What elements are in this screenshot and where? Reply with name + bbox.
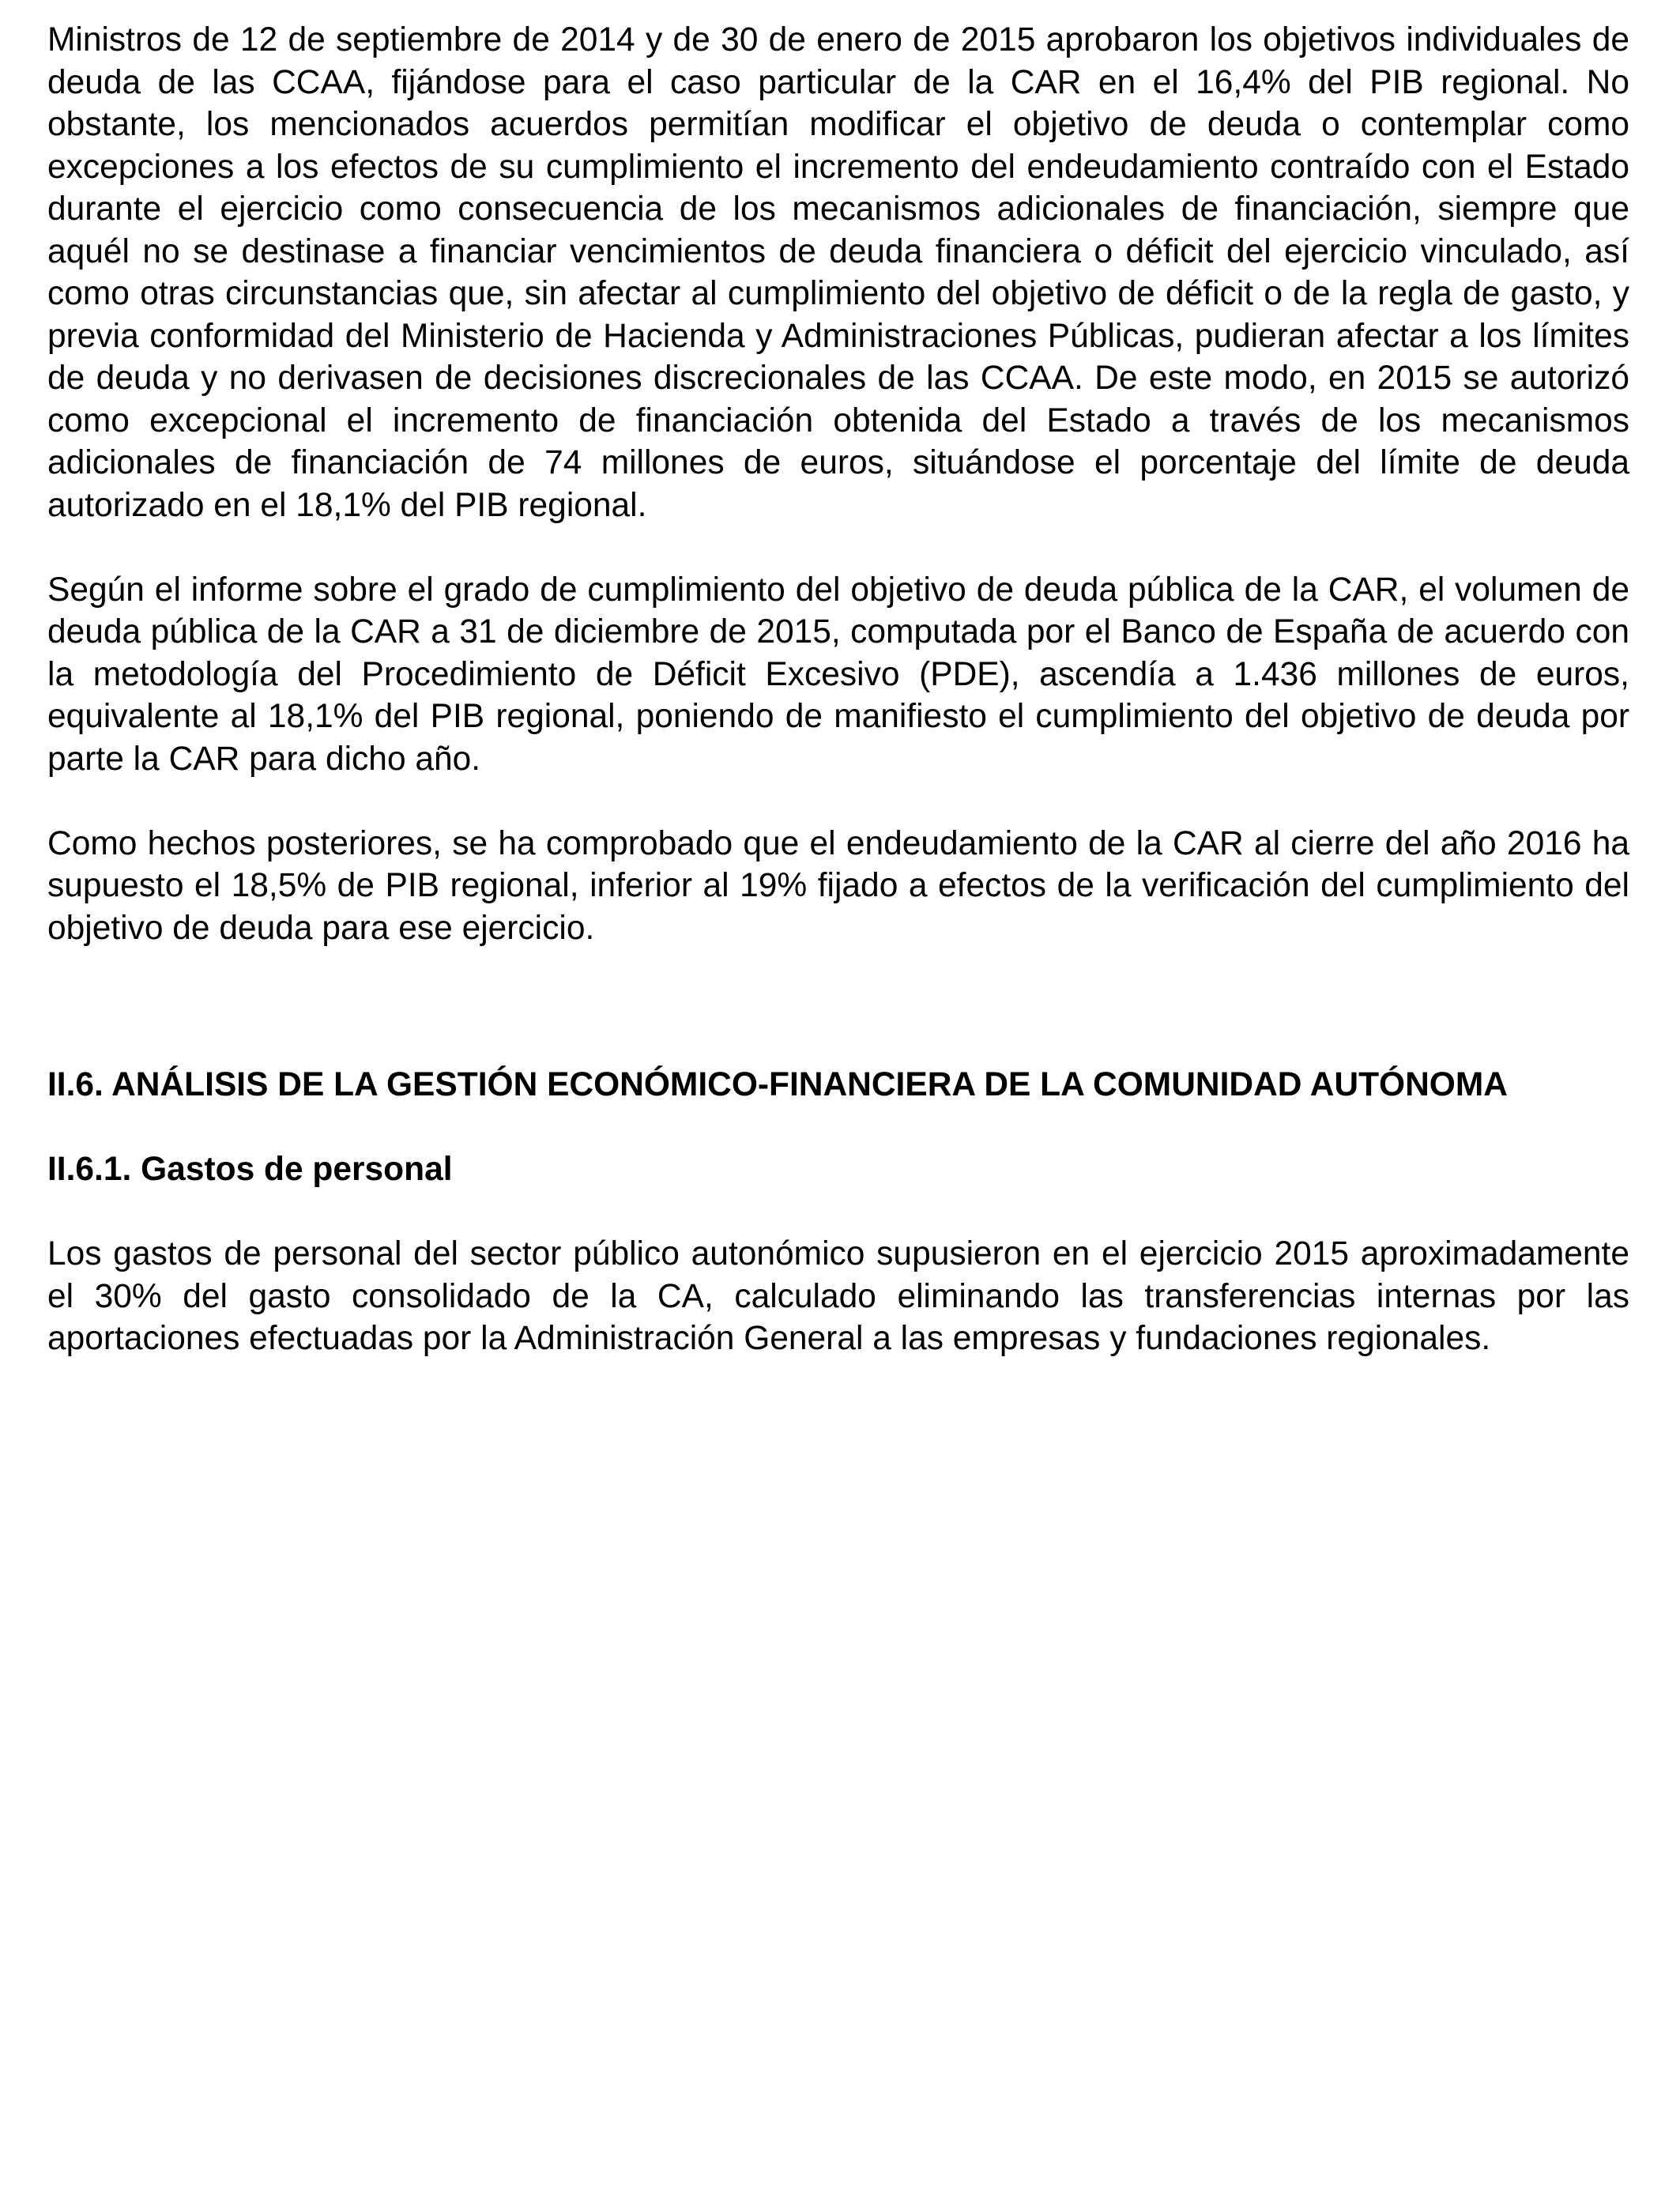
paragraph-subsequent-events: Como hechos posteriores, se ha comprobado que el endeudamiento de la CAR al cierre del año 2016 ha supuesto el 18,5% de PIB regional, inferior al 19% fijado a efectos de la verificación del cumplimiento del objetivo de deuda para ese ejercicio. [47, 824, 1629, 947]
subsection-heading: II.6.1. Gastos de personal [47, 1151, 453, 1188]
paragraph-spacer [47, 526, 1629, 569]
paragraph-spacer [47, 780, 1629, 823]
heading-spacer [47, 1106, 1629, 1149]
document-page [47, 19, 1629, 1360]
paragraph-debt-objectives: Ministros de 12 de septiembre de 2014 y de 30 de enero de 2015 aprobaron los objetivos individuales de deuda de las CCAA, fijándose para el caso particular de la CAR en el 16,4% del PIB regional. No obstante, los mencionados acuerdos permitían modificar el objetivo de deuda o contemplar como excepciones a los efectos de su cumplimiento el incremento del endeudamiento contraído con el Estado durante el ejercicio como consecuencia de los mecanismos adicionales de financiación, siempre que aquél no se destinase a financiar vencimientos de deuda financiera o déficit del ejercicio vinculado, así como otras circunstancias que, sin afectar al cumplimiento del objetivo de déficit o de la regla de gasto, y previa conformidad del Ministerio de Hacienda y Administraciones Públicas, pudieran afectar a los límites de deuda y no derivasen de decisiones discrecionales de las CCAA. De este modo, en 2015 se autorizó como excepcional el incremento de financiación obtenida del Estado a través de los mecanismos adicionales de financiación de 74 millones de euros, situándose el porcentaje del límite de deuda autorizado en el 18,1% del PIB regional. [47, 21, 1629, 524]
section-heading: II.6. ANÁLISIS DE LA GESTIÓN ECONÓMICO-FINANCIERA DE LA COMUNIDAD AUTÓNOMA [47, 1066, 1508, 1103]
section-spacer [47, 949, 1629, 1064]
paragraph-personnel-expenses: Los gastos de personal del sector público autonómico supusieron en el ejercicio 2015 aproximadamente el 30% del gasto consolidado de la CA, calculado eliminando las transferencias internas por las aportaciones efectuadas por la Administración General a las empresas y fundaciones regionales. [47, 1235, 1629, 1357]
paragraph-debt-compliance-report: Según el informe sobre el grado de cumplimiento del objetivo de deuda pública de la CAR, el volumen de deuda pública de la CAR a 31 de diciembre de 2015, computada por el Banco de España de acuerdo con la metodología del Procedimiento de Déficit Excesivo (PDE), ascendía a 1.436 millones de euros, equivalente al 18,1% del PIB regional, poniendo de manifiesto el cumplimiento del objetivo de deuda por parte la CAR para dicho año. [47, 571, 1629, 778]
heading-spacer [47, 1191, 1629, 1234]
